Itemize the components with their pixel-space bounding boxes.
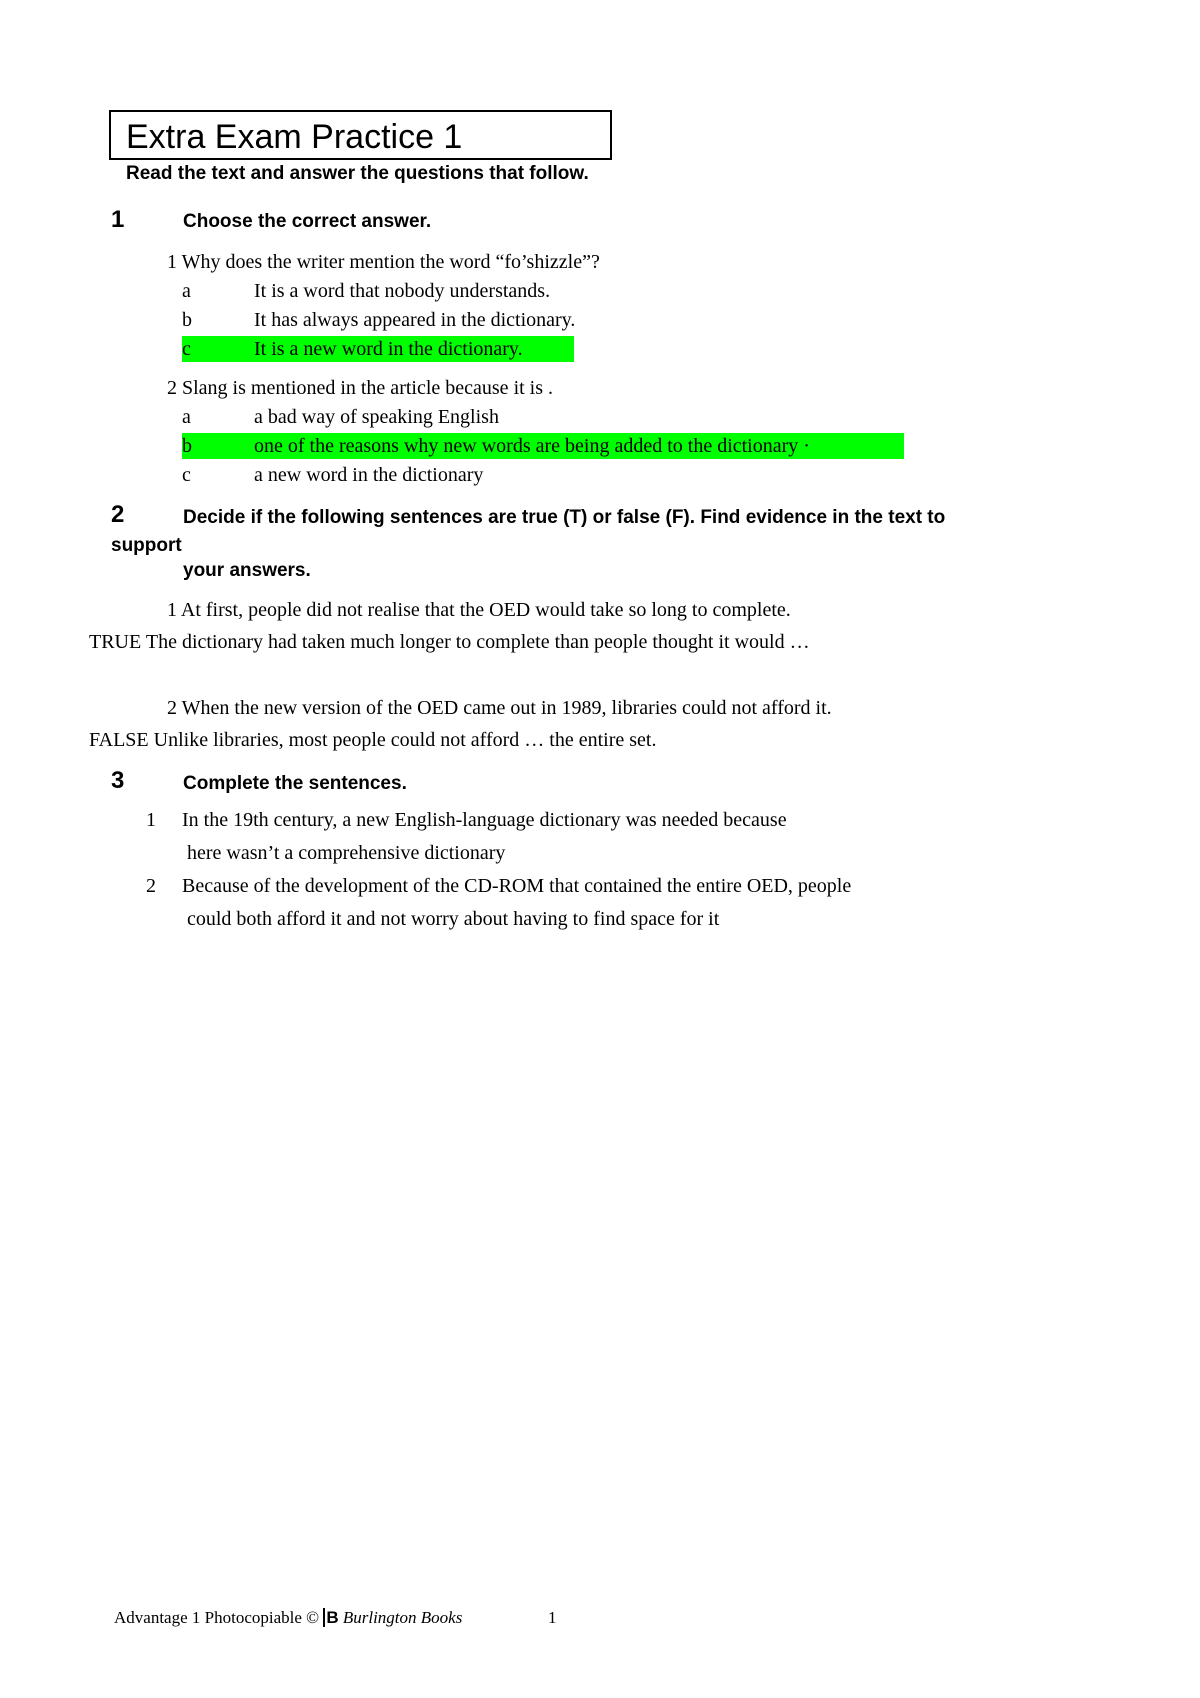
q1-option-b [182, 307, 602, 333]
section-2-number: 2 [111, 501, 125, 528]
section-1-heading: Choose the correct answer. [183, 211, 432, 232]
option-text: It has always appeared in the dictionary. [254, 309, 576, 331]
section-1-number: 1 [111, 206, 125, 233]
statement-1: 1 At first, people did not realise that the OED would take so long to complete. [167, 599, 791, 621]
sentence-2-number: 2 [146, 875, 156, 897]
q2-option-a [182, 404, 582, 430]
q1-prompt: 1 Why does the writer mention the word “fo’shizzle”? [167, 251, 600, 273]
instructions: Read the text and answer the questions that follow. [126, 163, 589, 184]
sentence-1-line2: here wasn’t a comprehensive dictionary [187, 842, 506, 864]
option-letter: c [182, 338, 191, 360]
option-letter: c [182, 464, 191, 486]
footer [114, 1608, 462, 1628]
answer-2: FALSE Unlike libraries, most people could not afford … the entire set. [89, 729, 657, 751]
q1-option-a [182, 278, 582, 304]
option-letter: a [182, 406, 191, 428]
q2-option-c [182, 462, 582, 488]
sentence-2-line2: could both afford it and not worry about having to find space for it [187, 908, 720, 930]
section-2-heading-wrap: support [111, 535, 182, 556]
option-text: It is a new word in the dictionary. [254, 338, 523, 360]
sentence-1-number: 1 [146, 809, 156, 831]
section-3-heading: Complete the sentences. [183, 773, 407, 794]
option-text: It is a word that nobody understands. [254, 280, 551, 302]
page-number: 1 [548, 1608, 557, 1627]
option-text: a new word in the dictionary [254, 464, 484, 486]
q1-option-c-highlighted [182, 336, 574, 362]
statement-2: 2 When the new version of the OED came out in 1989, libraries could not afford it. [167, 697, 832, 719]
q2-option-b-highlighted [182, 433, 904, 459]
sentence-2-line1: Because of the development of the CD-ROM that contained the entire OED, people [182, 875, 852, 897]
option-text: a bad way of speaking English [254, 406, 499, 428]
answer-1: TRUE The dictionary had taken much longer to complete than people thought it would … [89, 631, 810, 653]
page-title: Extra Exam Practice 1 [126, 118, 463, 156]
section-3-number: 3 [111, 767, 125, 794]
option-text: one of the reasons why new words are being added to the dictionary · [254, 435, 810, 457]
publisher-logo-icon: B [323, 1608, 338, 1627]
sentence-1-line1: In the 19th century, a new English-language dictionary was needed because [182, 809, 787, 831]
footer-brand: Burlington Books [338, 1608, 463, 1627]
section-2-heading: Decide if the following sentences are true (T) or false (F). Find evidence in the text to [183, 507, 946, 528]
footer-text: Advantage 1 Photocopiable © [114, 1608, 324, 1627]
option-letter: b [182, 309, 192, 331]
option-letter: b [182, 435, 192, 457]
q2-prompt: 2 Slang is mentioned in the article because it is . [167, 377, 554, 399]
option-letter: a [182, 280, 191, 302]
section-2-heading-cont: your answers. [183, 560, 311, 581]
